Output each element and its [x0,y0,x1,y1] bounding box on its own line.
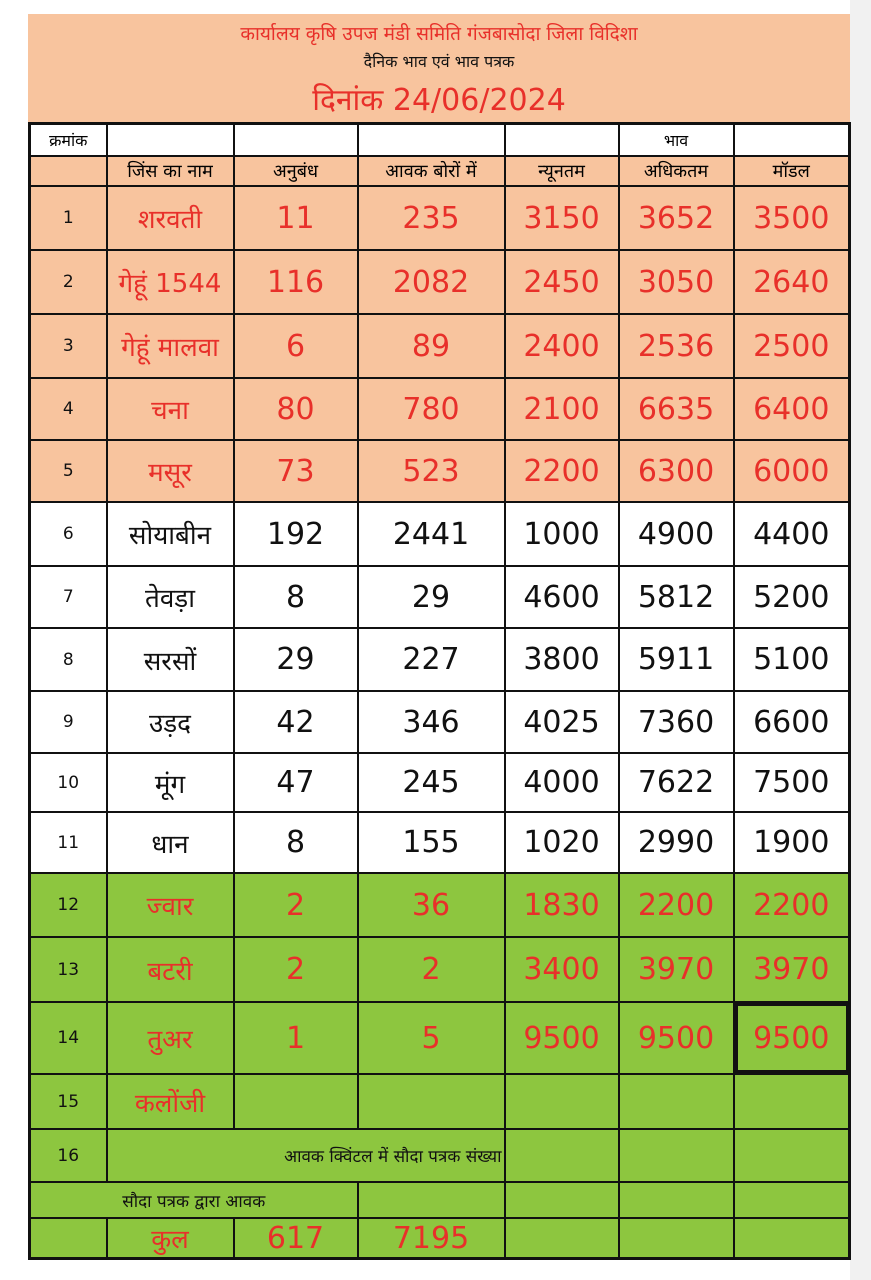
sauda-patrak-label: सौदा पत्रक द्वारा आवक [30,1182,358,1218]
table-row [30,937,850,1002]
serial-cell: 13 [30,937,107,1002]
min-price-cell: 9500 [505,1002,619,1074]
modal-price-cell: 9500 [734,1002,850,1074]
min-price-cell: 1000 [505,502,619,566]
modal-price-cell: 5100 [734,628,850,691]
price-sheet [28,14,850,1256]
serial-cell: 14 [30,1002,107,1074]
commodity-name: तेवड़ा [107,566,234,628]
serial-cell: 1 [30,186,107,250]
col-modal: मॉडल [734,156,850,186]
min-price-cell: 3150 [505,186,619,250]
modal-price-cell: 3970 [734,937,850,1002]
arrival-cell: 29 [358,566,505,628]
table-row [30,186,850,250]
min-price-cell: 2200 [505,440,619,502]
contracts-cell: 47 [234,753,358,812]
col-min: न्यूनतम [505,156,619,186]
max-price-cell: 3970 [619,937,734,1002]
min-price-cell: 4000 [505,753,619,812]
contracts-cell: 8 [234,812,358,873]
total-contracts: 617 [234,1218,358,1259]
modal-price-cell [734,1074,850,1129]
sheet-header [28,14,850,122]
serial-cell: 5 [30,440,107,502]
modal-price-cell: 4400 [734,502,850,566]
arrival-cell: 346 [358,691,505,753]
modal-price-cell: 5200 [734,566,850,628]
min-price-cell: 2400 [505,314,619,378]
contracts-cell [234,1074,358,1129]
serial-cell: 15 [30,1074,107,1129]
max-price-cell: 4900 [619,502,734,566]
modal-price-cell: 1900 [734,812,850,873]
header-row-top [30,124,850,157]
footer-row-sauda [30,1182,850,1218]
price-table [28,122,851,1260]
modal-price-cell: 6400 [734,378,850,440]
min-price-cell: 2450 [505,250,619,314]
col-price-group: भाव [619,124,734,157]
min-price-cell: 1020 [505,812,619,873]
min-price-cell [505,1074,619,1129]
arrival-cell: 2082 [358,250,505,314]
arrival-cell: 523 [358,440,505,502]
contracts-cell: 6 [234,314,358,378]
serial-cell: 6 [30,502,107,566]
arrival-quintal-note: आवक क्विंटल में सौदा पत्रक संख्या [107,1129,505,1182]
col-max: अधिकतम [619,156,734,186]
total-row [30,1218,850,1259]
total-label: कुल [107,1218,234,1259]
min-price-cell: 4025 [505,691,619,753]
max-price-cell: 2200 [619,873,734,937]
contracts-cell: 11 [234,186,358,250]
serial-cell: 10 [30,753,107,812]
arrival-cell: 235 [358,186,505,250]
arrival-cell: 5 [358,1002,505,1074]
table-row [30,502,850,566]
contracts-cell: 73 [234,440,358,502]
arrival-cell [358,1074,505,1129]
total-arrival: 7195 [358,1218,505,1259]
modal-price-cell: 2200 [734,873,850,937]
table-row [30,628,850,691]
commodity-name: शरवती [107,186,234,250]
max-price-cell: 2536 [619,314,734,378]
table-row [30,566,850,628]
min-price-cell: 4600 [505,566,619,628]
col-arrival: आवक बोरों में [358,156,505,186]
max-price-cell: 6635 [619,378,734,440]
arrival-cell: 155 [358,812,505,873]
header-row-columns [30,156,850,186]
footer-row-count [30,1129,850,1182]
table-row [30,1074,850,1129]
min-price-cell: 3400 [505,937,619,1002]
modal-price-cell: 6600 [734,691,850,753]
commodity-name: चना [107,378,234,440]
commodity-name: गेहूं मालवा [107,314,234,378]
col-commodity: जिंस का नाम [107,156,234,186]
max-price-cell: 6300 [619,440,734,502]
arrival-cell: 89 [358,314,505,378]
arrival-cell: 227 [358,628,505,691]
serial-cell: 2 [30,250,107,314]
serial-cell: 4 [30,378,107,440]
commodity-name: तुअर [107,1002,234,1074]
commodity-name: कलोंजी [107,1074,234,1129]
max-price-cell [619,1074,734,1129]
table-row [30,812,850,873]
table-row [30,753,850,812]
contracts-cell: 1 [234,1002,358,1074]
serial-cell: 7 [30,566,107,628]
max-price-cell: 9500 [619,1002,734,1074]
serial-cell: 9 [30,691,107,753]
serial-cell: 8 [30,628,107,691]
date-title: दिनांक 24/06/2024 [312,83,566,118]
table-row [30,440,850,502]
modal-price-cell: 2640 [734,250,850,314]
contracts-cell: 42 [234,691,358,753]
modal-price-cell: 2500 [734,314,850,378]
min-price-cell: 1830 [505,873,619,937]
contracts-cell: 80 [234,378,358,440]
contracts-cell: 2 [234,873,358,937]
serial-cell: 11 [30,812,107,873]
contracts-cell: 192 [234,502,358,566]
modal-price-cell: 7500 [734,753,850,812]
table-row [30,314,850,378]
commodity-name: मसूर [107,440,234,502]
serial-cell: 3 [30,314,107,378]
commodity-name: धान [107,812,234,873]
col-serial: क्रमांक [30,124,107,157]
table-row [30,1002,850,1074]
commodity-name: गेहूं 1544 [107,250,234,314]
serial-cell: 16 [30,1129,107,1182]
max-price-cell: 7360 [619,691,734,753]
arrival-cell: 2 [358,937,505,1002]
sheet-subtitle: दैनिक भाव एवं भाव पत्रक [363,52,515,71]
max-price-cell: 5911 [619,628,734,691]
max-price-cell: 5812 [619,566,734,628]
right-margin [850,0,871,1280]
modal-price-cell: 6000 [734,440,850,502]
max-price-cell: 3050 [619,250,734,314]
arrival-cell: 2441 [358,502,505,566]
contracts-cell: 8 [234,566,358,628]
arrival-cell: 245 [358,753,505,812]
min-price-cell: 2100 [505,378,619,440]
table-row [30,873,850,937]
contracts-cell: 29 [234,628,358,691]
table-row [30,378,850,440]
max-price-cell: 2990 [619,812,734,873]
office-title: कार्यालय कृषि उपज मंडी समिति गंजबासोदा जिला विदिशा [240,23,638,45]
arrival-cell: 36 [358,873,505,937]
max-price-cell: 7622 [619,753,734,812]
arrival-cell: 780 [358,378,505,440]
table-row [30,250,850,314]
commodity-name: सरसों [107,628,234,691]
contracts-cell: 2 [234,937,358,1002]
modal-price-cell: 3500 [734,186,850,250]
commodity-name: उड़द [107,691,234,753]
table-row [30,691,850,753]
min-price-cell: 3800 [505,628,619,691]
commodity-name: मूंग [107,753,234,812]
serial-cell: 12 [30,873,107,937]
commodity-name: बटरी [107,937,234,1002]
contracts-cell: 116 [234,250,358,314]
max-price-cell: 3652 [619,186,734,250]
col-contracts: अनुबंध [234,156,358,186]
commodity-name: सोयाबीन [107,502,234,566]
commodity-name: ज्वार [107,873,234,937]
